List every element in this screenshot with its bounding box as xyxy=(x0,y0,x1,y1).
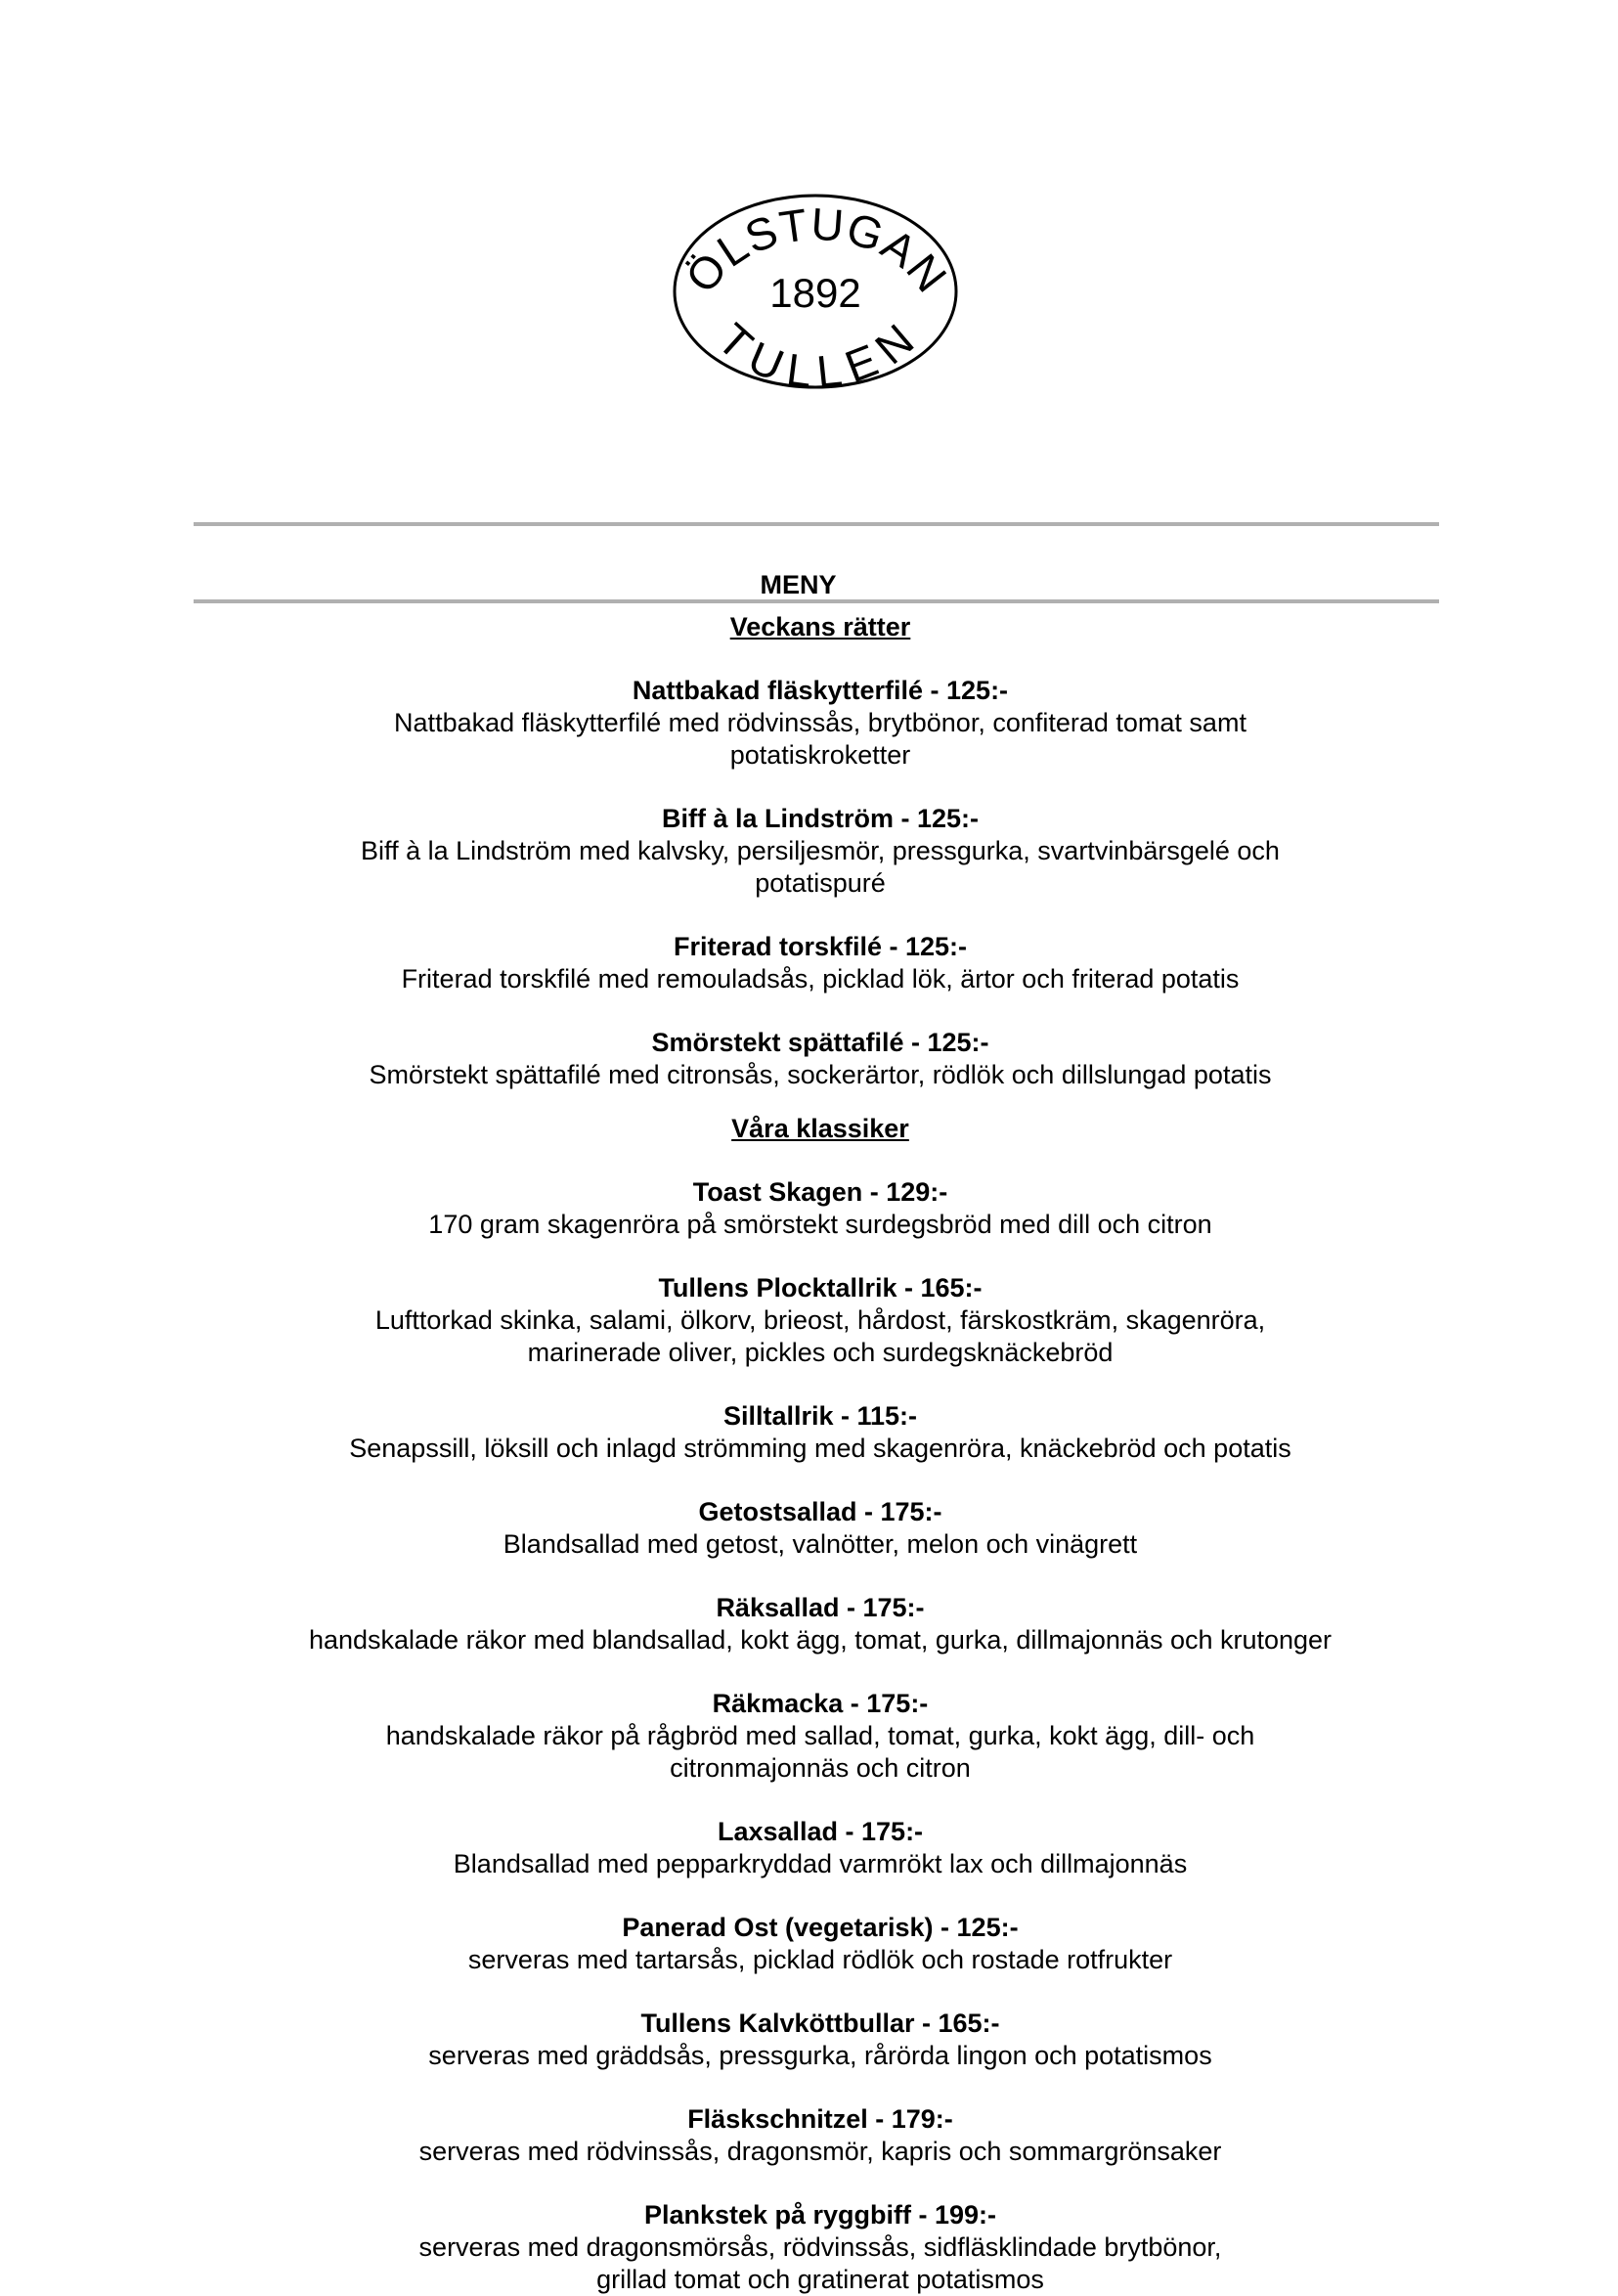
dish-name: Fläskschnitzel - 179:- xyxy=(687,2104,953,2134)
menu-item xyxy=(235,2199,1406,2296)
section-heading: Våra klassiker xyxy=(731,1114,909,1143)
dish-name: Tullens Plocktallrik - 165:- xyxy=(658,1273,983,1303)
dish-name: Smörstekt spättafilé - 125:- xyxy=(651,1028,989,1057)
dish-description-line: Blandsallad med getost, valnötter, melon och vinägrett xyxy=(503,1529,1138,1559)
dish-description-line: Nattbakad fläskytterfilé med rödvinssås, brytbönor, confiterad tomat samt xyxy=(394,708,1246,737)
menu-content xyxy=(235,610,1406,2296)
menu-item xyxy=(235,2103,1406,2168)
menu-item xyxy=(235,931,1406,995)
dish-description-line: 170 gram skagenröra på smörstekt surdegsbröd med dill och citron xyxy=(428,1210,1212,1239)
dish-name: Getostsallad - 175:- xyxy=(698,1497,942,1526)
dish-name: Räkmacka - 175:- xyxy=(712,1689,929,1718)
dish-description-line: serveras med tartarsås, picklad rödlök och rostade rotfrukter xyxy=(467,1945,1173,1974)
dish-description-line: handskalade räkor på rågbröd med sallad, tomat, gurka, kokt ägg, dill- och xyxy=(385,1721,1255,1750)
dish-description-line: Friterad torskfilé med remouladsås, picklad lök, ärtor och friterad potatis xyxy=(401,964,1240,993)
dish-description-line: potatispuré xyxy=(755,868,886,898)
dish-name: Panerad Ost (vegetarisk) - 125:- xyxy=(622,1913,1019,1942)
menu-item xyxy=(235,1176,1406,1241)
dish-description-line: Biff à la Lindström med kalvsky, persiljesmör, pressgurka, svartvinbärsgelé och xyxy=(361,836,1280,865)
dish-description-line: handskalade räkor med blandsallad, kokt ägg, tomat, gurka, dillmajonnäs och krutonger xyxy=(308,1625,1333,1655)
menu-item xyxy=(235,1272,1406,1369)
divider-bottom xyxy=(194,599,1439,603)
logo-bottom-text: TULLEN xyxy=(708,313,924,393)
dish-description-line: potatiskroketter xyxy=(729,740,911,770)
logo-top-text: ÖLSTUGAN xyxy=(675,198,958,302)
dish-description-line: citronmajonnäs och citron xyxy=(670,1753,971,1783)
menu-item xyxy=(235,1027,1406,1091)
section-heading: Veckans rätter xyxy=(729,612,911,641)
menu-item xyxy=(235,1592,1406,1656)
logo-year: 1892 xyxy=(769,270,861,316)
dish-description-line: Lufttorkad skinka, salami, ölkorv, brieost, hårdost, färskostkräm, skagenröra, xyxy=(374,1305,1266,1335)
svg-text:TULLEN xyxy=(708,313,923,393)
dish-description-line: grillad tomat och gratinerat potatismos xyxy=(596,2265,1044,2294)
dish-description-line: serveras med rödvinssås, dragonsmör, kapris och sommargrönsaker xyxy=(418,2137,1222,2166)
dish-description-line: serveras med dragonsmörsås, rödvinssås, sidfläsklindade brytbönor, xyxy=(418,2232,1222,2262)
menu-item xyxy=(235,803,1406,900)
olstugan-tullen-logo xyxy=(671,190,960,393)
dish-description-line: serveras med gräddsås, pressgurka, rårörda lingon och potatismos xyxy=(428,2041,1212,2070)
menu-item xyxy=(235,1400,1406,1465)
divider-top xyxy=(194,522,1439,526)
menu-item xyxy=(235,1496,1406,1561)
dish-description-line: Smörstekt spättafilé med citronsås, sockerärtor, rödlök och dillslungad potatis xyxy=(369,1060,1272,1089)
dish-name: Friterad torskfilé - 125:- xyxy=(673,932,968,961)
menu-item xyxy=(235,1912,1406,1976)
dish-description-line: Blandsallad med pepparkryddad varmrökt lax och dillmajonnäs xyxy=(453,1849,1188,1878)
dish-name: Silltallrik - 115:- xyxy=(722,1401,918,1431)
menu-item xyxy=(235,675,1406,772)
dish-description-line: Senapssill, löksill och inlagd strömming med skagenröra, knäckebröd och potatis xyxy=(349,1434,1291,1463)
dish-name: Biff à la Lindström - 125:- xyxy=(661,804,980,833)
dish-name: Plankstek på ryggbiff - 199:- xyxy=(643,2200,997,2230)
menu-item xyxy=(235,1688,1406,1785)
dish-description-line: marinerade oliver, pickles och surdegsknäckebröd xyxy=(527,1338,1114,1367)
dish-name: Laxsallad - 175:- xyxy=(717,1817,924,1846)
dish-name: Räksallad - 175:- xyxy=(716,1593,925,1622)
menu-item xyxy=(235,1816,1406,1880)
menu-item xyxy=(235,2008,1406,2072)
dish-name: Tullens Kalvköttbullar - 165:- xyxy=(640,2009,1000,2038)
dish-name: Toast Skagen - 129:- xyxy=(692,1177,948,1207)
dish-name: Nattbakad fläskytterfilé - 125:- xyxy=(632,676,1009,705)
menu-title: MENY xyxy=(760,570,837,599)
